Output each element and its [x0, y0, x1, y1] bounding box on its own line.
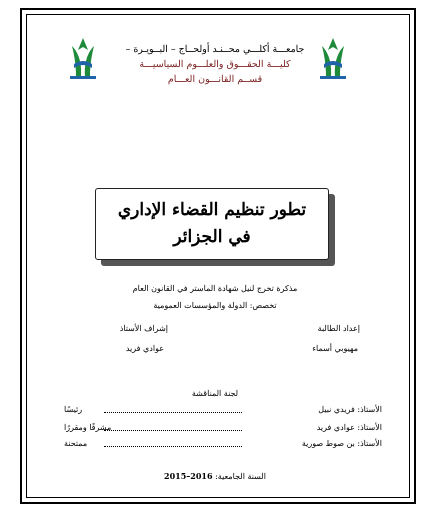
university-name: جامعـــة أكلـــي محــنـد أولحــاج – البــويـرة – [125, 44, 305, 55]
committee-row [64, 404, 382, 416]
dotted-leader [104, 430, 242, 431]
academic-year-label: السنة الجامعية: [215, 472, 266, 481]
committee-member-role: رئيسًا [64, 405, 83, 414]
student-name: مهيوبي أسماء [312, 344, 358, 353]
academic-year-value: 2016–2015 [164, 471, 213, 481]
title-box [95, 188, 329, 260]
university-logo-icon [64, 36, 102, 82]
thesis-title-line1: تطور تنظيم القضاء الإداري [117, 200, 307, 220]
dotted-leader [104, 446, 242, 447]
supervisor-label: إشراف الأستاذ [119, 324, 168, 333]
supervisor-name: عوادي فريد [125, 344, 164, 353]
thesis-title-line2: في الجزائر [173, 227, 251, 247]
committee-member-name: الأستاذ: بن صوط صورية [301, 439, 382, 448]
committee-row [64, 422, 382, 434]
dotted-leader [104, 412, 242, 413]
committee-row [64, 438, 382, 450]
committee-title: لجنة المناقشة [191, 389, 239, 398]
thesis-note: مذكرة تخرج لنيل شهادة الماستر في القانون العام [132, 284, 298, 293]
committee-member-name: الأستاذ: عوادي فريد [316, 423, 382, 432]
committee-member-role: مشرفًا ومقررًا [64, 423, 112, 432]
committee-member-role: ممتحنة [64, 439, 88, 448]
academic-year [120, 471, 310, 482]
faculty-name: كليـــة الحقـــوق والعلـــوم السياسيـــة [139, 59, 291, 70]
specialization: تخصص: الدولة والمؤسسات العمومية [153, 301, 277, 310]
student-label: إعداد الطالبة [317, 324, 360, 333]
committee-member-name: الأستاذ: فريدي نبيل [318, 405, 382, 414]
department-name: قســم القانـــون العـــام [167, 74, 263, 85]
